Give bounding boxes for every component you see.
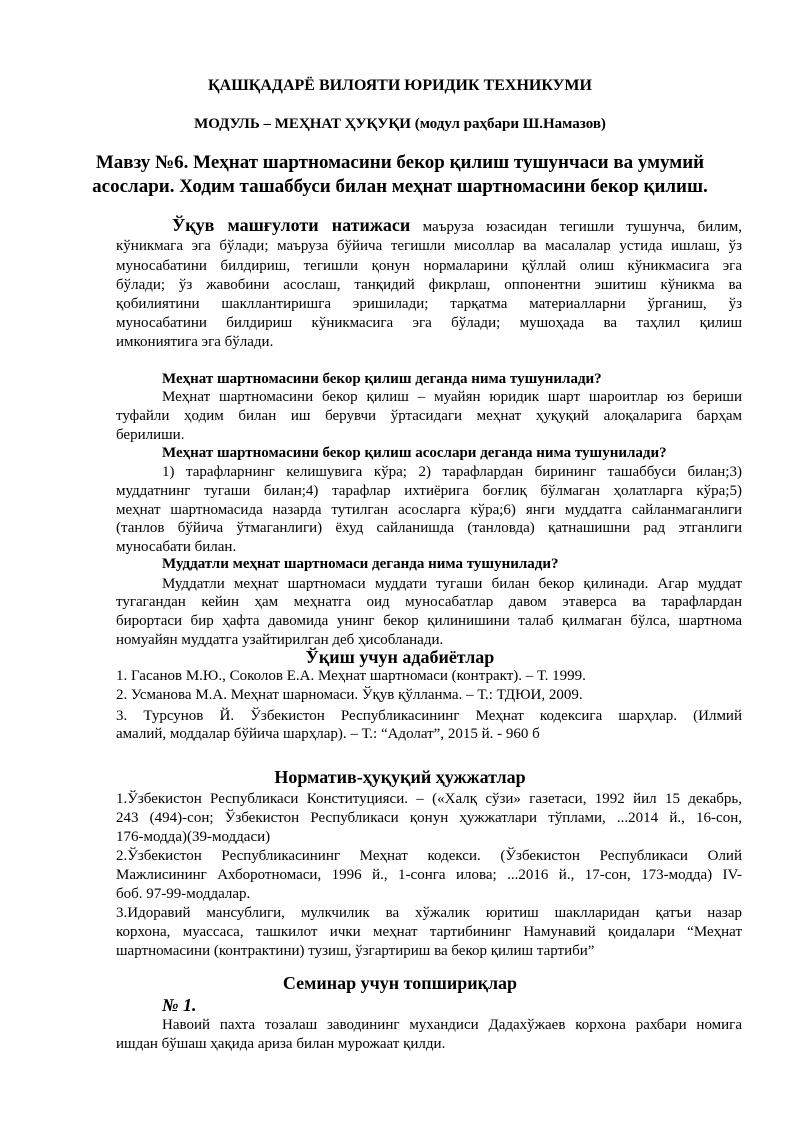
literature-heading: Ўқиш учун адабиётлар <box>305 647 495 667</box>
seminar-task-line: Навоий пахта тозалаш заводининг мухандиси Дадахўжаев корхона рахбари номига <box>162 1017 742 1033</box>
normative-line: 176-модда)(39-моддаси) <box>116 829 271 845</box>
question-2: Меҳнат шартномасини бекор қилиш асослари деганда нима тушунилади? <box>162 445 667 461</box>
answer-2-line: 1) тарафларнинг келишувига кўра; 2) тарафлардан бирининг ташаббуси билан;3) <box>162 464 742 480</box>
normative-line: 243 (494)-сон; Ўзбекистон Республикаси қонун ҳужжатлари тўплами, ...2014 й., 16-сон, <box>116 810 742 826</box>
literature-item-1: 1. Гасанов М.Ю., Соколов Е.А. Меҳнат шартномаси (контракт). – Т. 1999. <box>116 668 586 684</box>
answer-3-line: Муддатли меҳнат шартномаси муддати тугаши билан бекор қилинади. Агар муддат <box>162 576 742 592</box>
answer-2-line: меҳнат шартномасида назарда тутилган асосларга кўра;6) янги муддатга сайланмаганлиги <box>116 502 742 518</box>
answer-2-line: муддатнинг тугаши билан;4) тарафлар ихтиёрига боғлиқ бўлмаган ҳолатларга кўра;5) <box>116 483 742 499</box>
answer-3-line: тугагандан кейин ҳам меҳнатга оид муносабатлар давом этаверса ва тарафлардан <box>116 594 742 610</box>
literature-item-2: 2. Усманова М.А. Меҳнат шарномаси. Ўқув қўлланма. – Т.: ТДЮИ, 2009. <box>116 687 583 703</box>
task-number: № 1. <box>162 995 197 1015</box>
normative-line: 3.Идоравий мансублиги, мулкчилик ва хўжалик юритиш шаклларидан қатъи назар <box>116 905 742 921</box>
outcomes-line: кўникмага эга бўлади; маъруза бўйича тегишли мисоллар ва масалалар устида ишлаш, ўз <box>116 238 742 254</box>
normative-line: боб. 97-99-моддалар. <box>116 886 251 902</box>
answer-2-line: (танлов бўйича ўтмаганлиги) ёхуд сайланишда (танловда) қатнашишни рад этганлиги <box>116 520 742 536</box>
seminar-heading: Семинар учун топшириқлар <box>282 973 518 993</box>
normative-line: Мажлисининг Ахборотномаси, 1996 й., 1-сонга илова; ...2016 й., 17-сон, 173-модда) IV- <box>116 867 742 883</box>
question-1: Меҳнат шартномасини бекор қилиш деганда нима тушунилади? <box>162 371 602 387</box>
question-3: Муддатли меҳнат шартномаси деганда нима тушунилади? <box>162 556 559 572</box>
outcomes-line-1-rest: маъруза юзасидан тегишли тушунча, билим, <box>422 219 742 235</box>
outcomes-line: имкониятига эга бўлади. <box>116 334 274 350</box>
outcomes-line: муносабатини билдириш, тегишли қонун нормаларини қўллай олиш кўникмасига эга <box>116 258 742 274</box>
normative-line: шартномасини (контрактини) тузиш, ўзгартириш ва бекор қилиш тартиби” <box>116 943 595 959</box>
outcomes-heading: Ўқув машғулоти натижаси <box>172 215 411 235</box>
answer-1-line: туфайли ҳодим билан иш берувчи ўртасидаги меҳнат ҳуқуқий алоқаларига барҳам <box>116 408 742 424</box>
answer-1-line: Меҳнат шартномасини бекор қилиш – муайян юридик шарт шароитлар юз бериши <box>162 389 742 405</box>
institution-title: ҚАШҚАДАРЁ ВИЛОЯТИ ЮРИДИК ТЕХНИКУМИ <box>208 77 592 94</box>
literature-item-3-line-2: амалий, моддалар бўйича шарҳлар). – Т.: “Адолат”, 2015 й. - 960 б <box>116 726 540 742</box>
answer-1-line: берилиши. <box>116 427 185 443</box>
normative-heading: Норматив-ҳуқуқий ҳужжатлар <box>274 767 526 787</box>
topic-title-line-1: Мавзу №6. Меҳнат шартномасини бекор қилиш тушунчаси ва умумий <box>95 152 705 173</box>
answer-3-line: бирортаси бир ҳафта давомида унинг бекор қилинишини талаб қилмаган бўлса, шартнома <box>116 613 742 629</box>
literature-item-3-line-1: 3. Турсунов Й. Ўзбекистон Республикасининг Меҳнат кодексига шарҳлар. (Илмий <box>116 708 742 724</box>
answer-3-line: номуайян муддатга узайтирилган деб ҳисобланади. <box>116 632 444 648</box>
seminar-task-line: ишдан бўшаш ҳақида ариза билан мурожаат қилди. <box>116 1036 446 1052</box>
outcomes-line: бўлади; ўз жавобини асослаш, танқидий фикрлаш, оппонентни эшитиш кўникма ва <box>116 277 742 293</box>
outcomes-line: муносабатини билдириш кўникмасига эга бўлади; мушоҳада ва таҳлил қилиш <box>116 315 742 331</box>
module-title: МОДУЛЬ – МЕҲНАТ ҲУҚУҚИ (модул раҳбари Ш.Намазов) <box>194 116 606 132</box>
normative-line: 2.Ўзбекистон Республикасининг Меҳнат кодекси. (Ўзбекистон Республикаси Олий <box>116 848 742 864</box>
outcomes-line: қобилиятини шакллантиришга эришилади; тарқатма материалларни ўрганиш, ўз <box>116 296 742 312</box>
normative-line: корхона, муассаса, ташкилот ички меҳнат тартибининг Намунавий қоидалари “Меҳнат <box>116 924 742 940</box>
outcomes-first-line <box>172 214 742 238</box>
answer-2-line: муносабати билан. <box>116 539 237 555</box>
topic-title-line-2: асослари. Ходим ташаббуси билан меҳнат шартномасини бекор қилиш. <box>92 176 708 197</box>
normative-line: 1.Ўзбекистон Республикаси Конституцияси. – («Халқ сўзи» газетаси, 1992 йил 15 декабрь, <box>116 791 742 807</box>
